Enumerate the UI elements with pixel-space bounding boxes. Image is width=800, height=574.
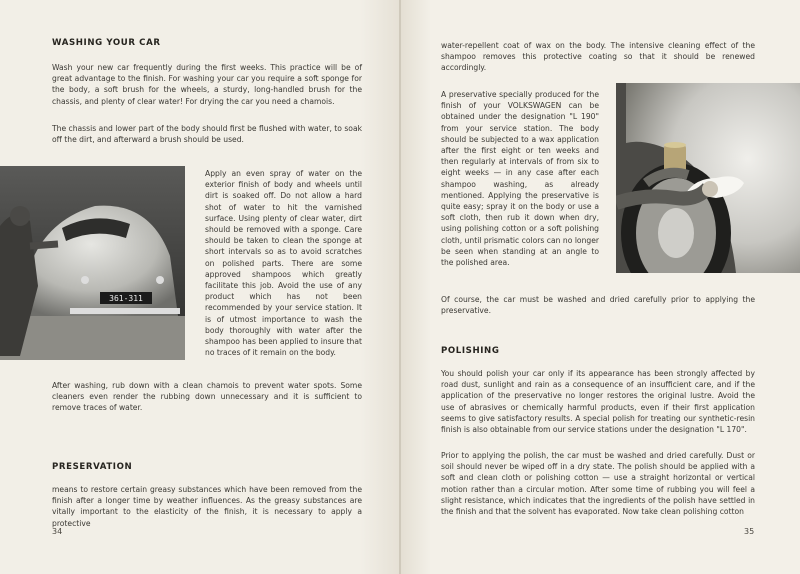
photo-applying-preservative	[616, 83, 800, 273]
license-plate: 361-311	[109, 294, 143, 303]
left-page	[0, 0, 399, 574]
preservative-dry-note: Of course, the car must be washed and dried carefully prior to applying the preservative.	[441, 295, 755, 316]
polishing-paragraph-1: You should polish your car only if its appearance has been strongly affected by road dust, sunlight and rain as a consequence of an insufficient care, and if the application of the preservative no longer restores the original lustre. Avoid the use of abrasives or chemically harmful products, even if their first application seems to give satisfactory results. A special polish for treating our synthetic-resin finish is also obtainable from our service stations under the designation "L 170".	[441, 369, 755, 435]
preservation-paragraph-1: means to restore certain greasy substances which have been removed from the finish after a longer time by weather influences. As the greasy substances are vitally important to the elasticity of the finish, it is necessary to apply a protective	[52, 485, 362, 528]
polishing-heading: POLISHING	[441, 346, 500, 356]
preservation-paragraph-2: water-repellent coat of wax on the body. The intensive cleaning effect of the shampoo removes this protective coating so that it should be renewed accordingly.	[441, 41, 755, 73]
polishing-paragraph-2: Prior to applying the polish, the car must be washed and dried carefully. Dust or soil should never be wiped off in a dry state. The polish should be applied with a soft and clean cloth or polishing cotton — use a straight horizontal or vertical motion rather than a circular motion. After some time of rubbing you will feel a slight resistance, which indicates that the ingredients of the polish have settled in the finish and that the solvent has evaporated. Now take clean polishing cotton	[441, 451, 755, 517]
photo-washing-beetle	[0, 166, 185, 360]
washing-paragraph-4: After washing, rub down with a clean chamois to prevent water spots. Some cleaners even render the rubbing down unnecessary and it is sufficient to remove traces of water.	[52, 381, 362, 413]
washing-paragraph-2: The chassis and lower part of the body should first be flushed with water, to soak off the dirt, and afterward a brush should be used.	[52, 124, 362, 145]
page-number-left: 34	[52, 527, 63, 536]
right-page	[401, 0, 800, 574]
washing-heading: WASHING YOUR CAR	[52, 38, 161, 48]
washing-paragraph-1: Wash your new car frequently during the first weeks. This practice will be of great advantage to the finish. For washing your car you require a soft sponge for the body, a soft brush for the wheels, a sturdy, long-handled brush for the chassis, and plenty of clear water! For drying the car you need a chamois.	[52, 63, 362, 106]
preservative-paragraph: A preservative specially produced for the finish of your VOLKSWAGEN can be obtained under the designation "L 190" from your service station. The body should be subjected to a wax application after the first eight or ten weeks and then regularly at intervals of from six to eight weeks — in any case after each shampoo washing, as already mentioned. Applying the preservative is quite easy; spray it on the body or use a soft cloth, then rub it down when dry, using polishing cotton or a soft polishing cloth, until prismatic colors can no longer be seen when standing at an angle to the polished area.	[441, 90, 599, 268]
washing-paragraph-3: Apply an even spray of water on the exterior finish of body and wheels until dirt is soaked off. Do not allow a hard shot of water to hit the varnished surface. Using plenty of clear water, dirt should be removed with a sponge. Care should be taken to clean the sponge at short intervals so as to avoid scratches on polished parts. There are some approved shampoos which greatly facilitate this job. Avoid the use of any product which has not been recommended by your service station. It is of utmost importance to wash the body thoroughly with water after the shampoo has been applied to insure that no traces of it remain on the body.	[205, 169, 362, 358]
preservation-heading: PRESERVATION	[52, 462, 133, 472]
page-number-right: 35	[744, 527, 755, 536]
